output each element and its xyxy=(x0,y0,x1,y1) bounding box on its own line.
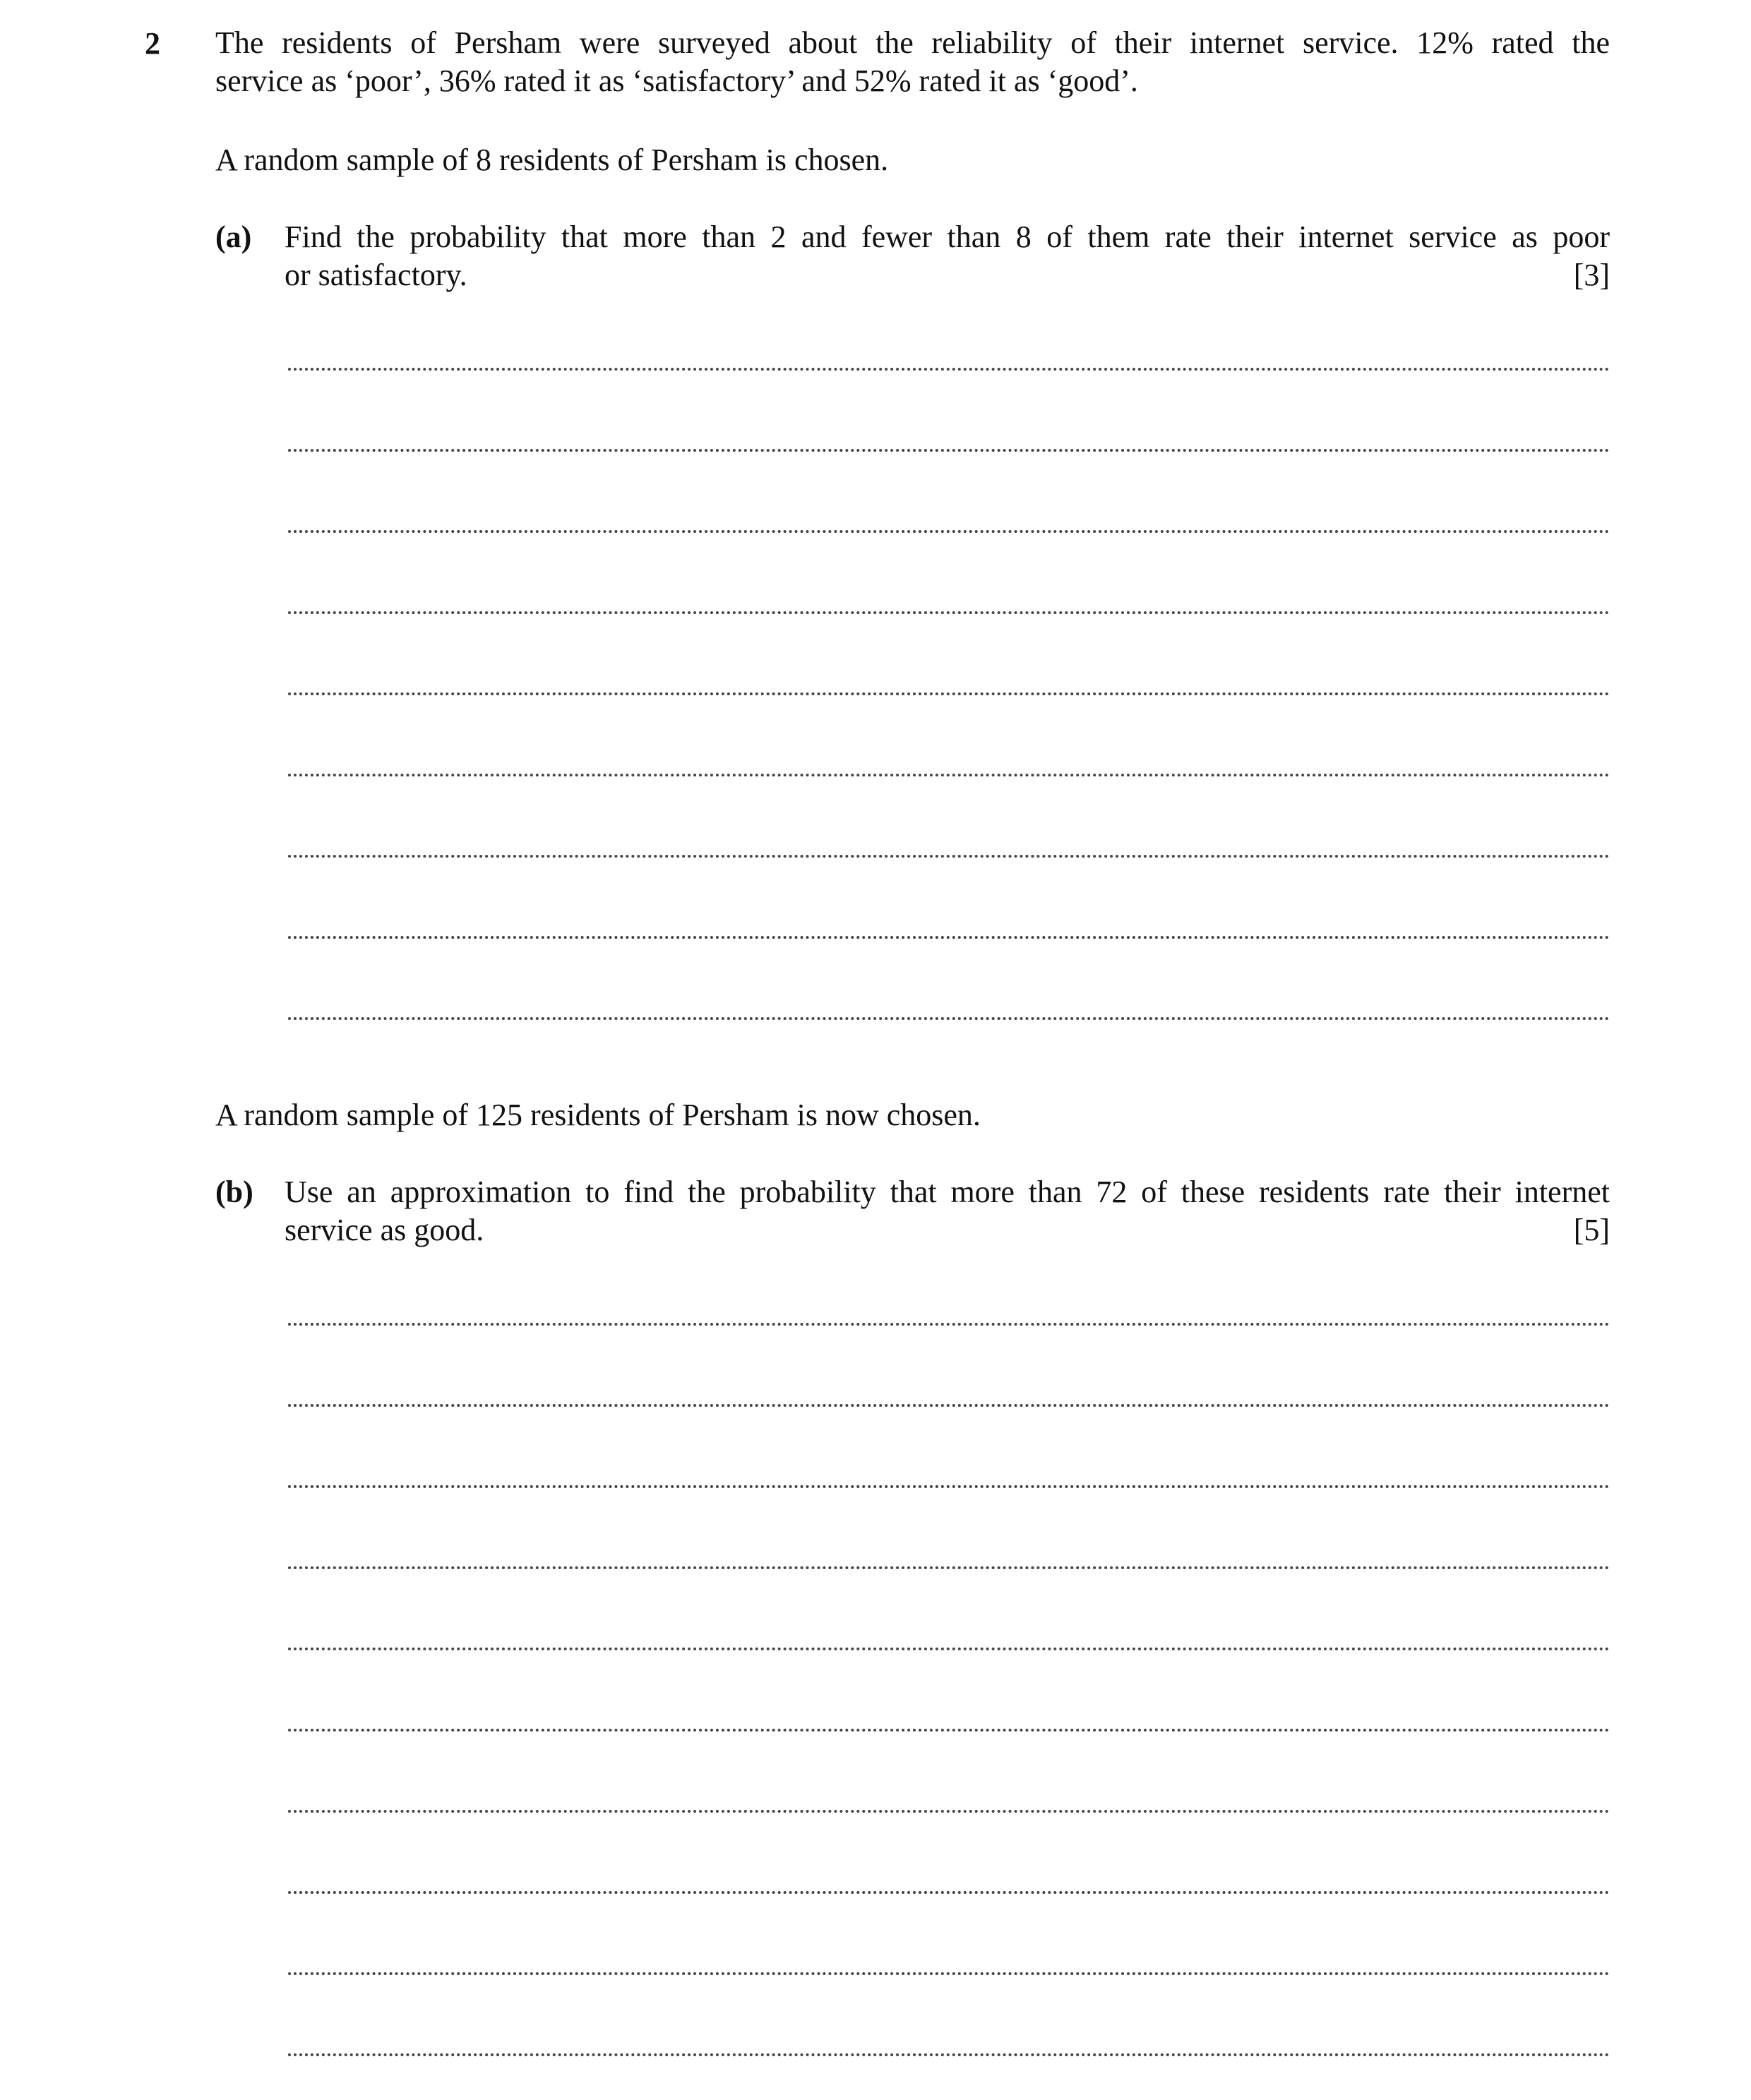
question-intro-line-2: service as ‘poor’, 36% rated it as ‘satisfactory’ and 52% rated it as ‘good’. xyxy=(215,64,1138,98)
answer-line[interactable] xyxy=(288,1891,1610,1894)
answer-line[interactable] xyxy=(288,2053,1610,2056)
part-b-label: (b) xyxy=(215,1175,253,1209)
answer-line[interactable] xyxy=(288,1648,1610,1650)
part-b-question-line-2: service as good. xyxy=(285,1213,484,1247)
part-a-marks: [3] xyxy=(1573,258,1610,292)
answer-line[interactable] xyxy=(288,855,1610,858)
answer-line[interactable] xyxy=(288,1017,1610,1020)
answer-line[interactable] xyxy=(288,1485,1610,1488)
answer-line[interactable] xyxy=(288,611,1610,614)
answer-line[interactable] xyxy=(288,449,1610,452)
answer-line[interactable] xyxy=(288,530,1610,533)
part-b-question-line-1: Use an approximation to find the probability that more than 72 of these residents rate their internet xyxy=(285,1175,1610,1209)
part-a-question-line-2: or satisfactory. xyxy=(285,258,467,292)
answer-line[interactable] xyxy=(288,936,1610,939)
answer-line[interactable] xyxy=(288,1566,1610,1569)
question-intro-line-1: The residents of Persham were surveyed about the reliability of their internet service. 12% rated the xyxy=(215,25,1610,60)
answer-line[interactable] xyxy=(288,692,1610,695)
sample-statement-a: A random sample of 8 residents of Persham is chosen. xyxy=(215,143,889,177)
answer-line[interactable] xyxy=(288,1810,1610,1813)
answer-line[interactable] xyxy=(288,1404,1610,1407)
part-a-label: (a) xyxy=(215,220,252,254)
answer-line[interactable] xyxy=(288,368,1610,371)
answer-line[interactable] xyxy=(288,1323,1610,1326)
answer-line[interactable] xyxy=(288,1729,1610,1732)
sample-statement-b: A random sample of 125 residents of Persham is now chosen. xyxy=(215,1098,981,1132)
question-number: 2 xyxy=(145,26,160,61)
answer-line[interactable] xyxy=(288,774,1610,776)
part-b-marks: [5] xyxy=(1573,1213,1610,1247)
part-a-question-line-1: Find the probability that more than 2 and fewer than 8 of them rate their internet service as poor xyxy=(285,220,1610,254)
answer-line[interactable] xyxy=(288,1972,1610,1975)
